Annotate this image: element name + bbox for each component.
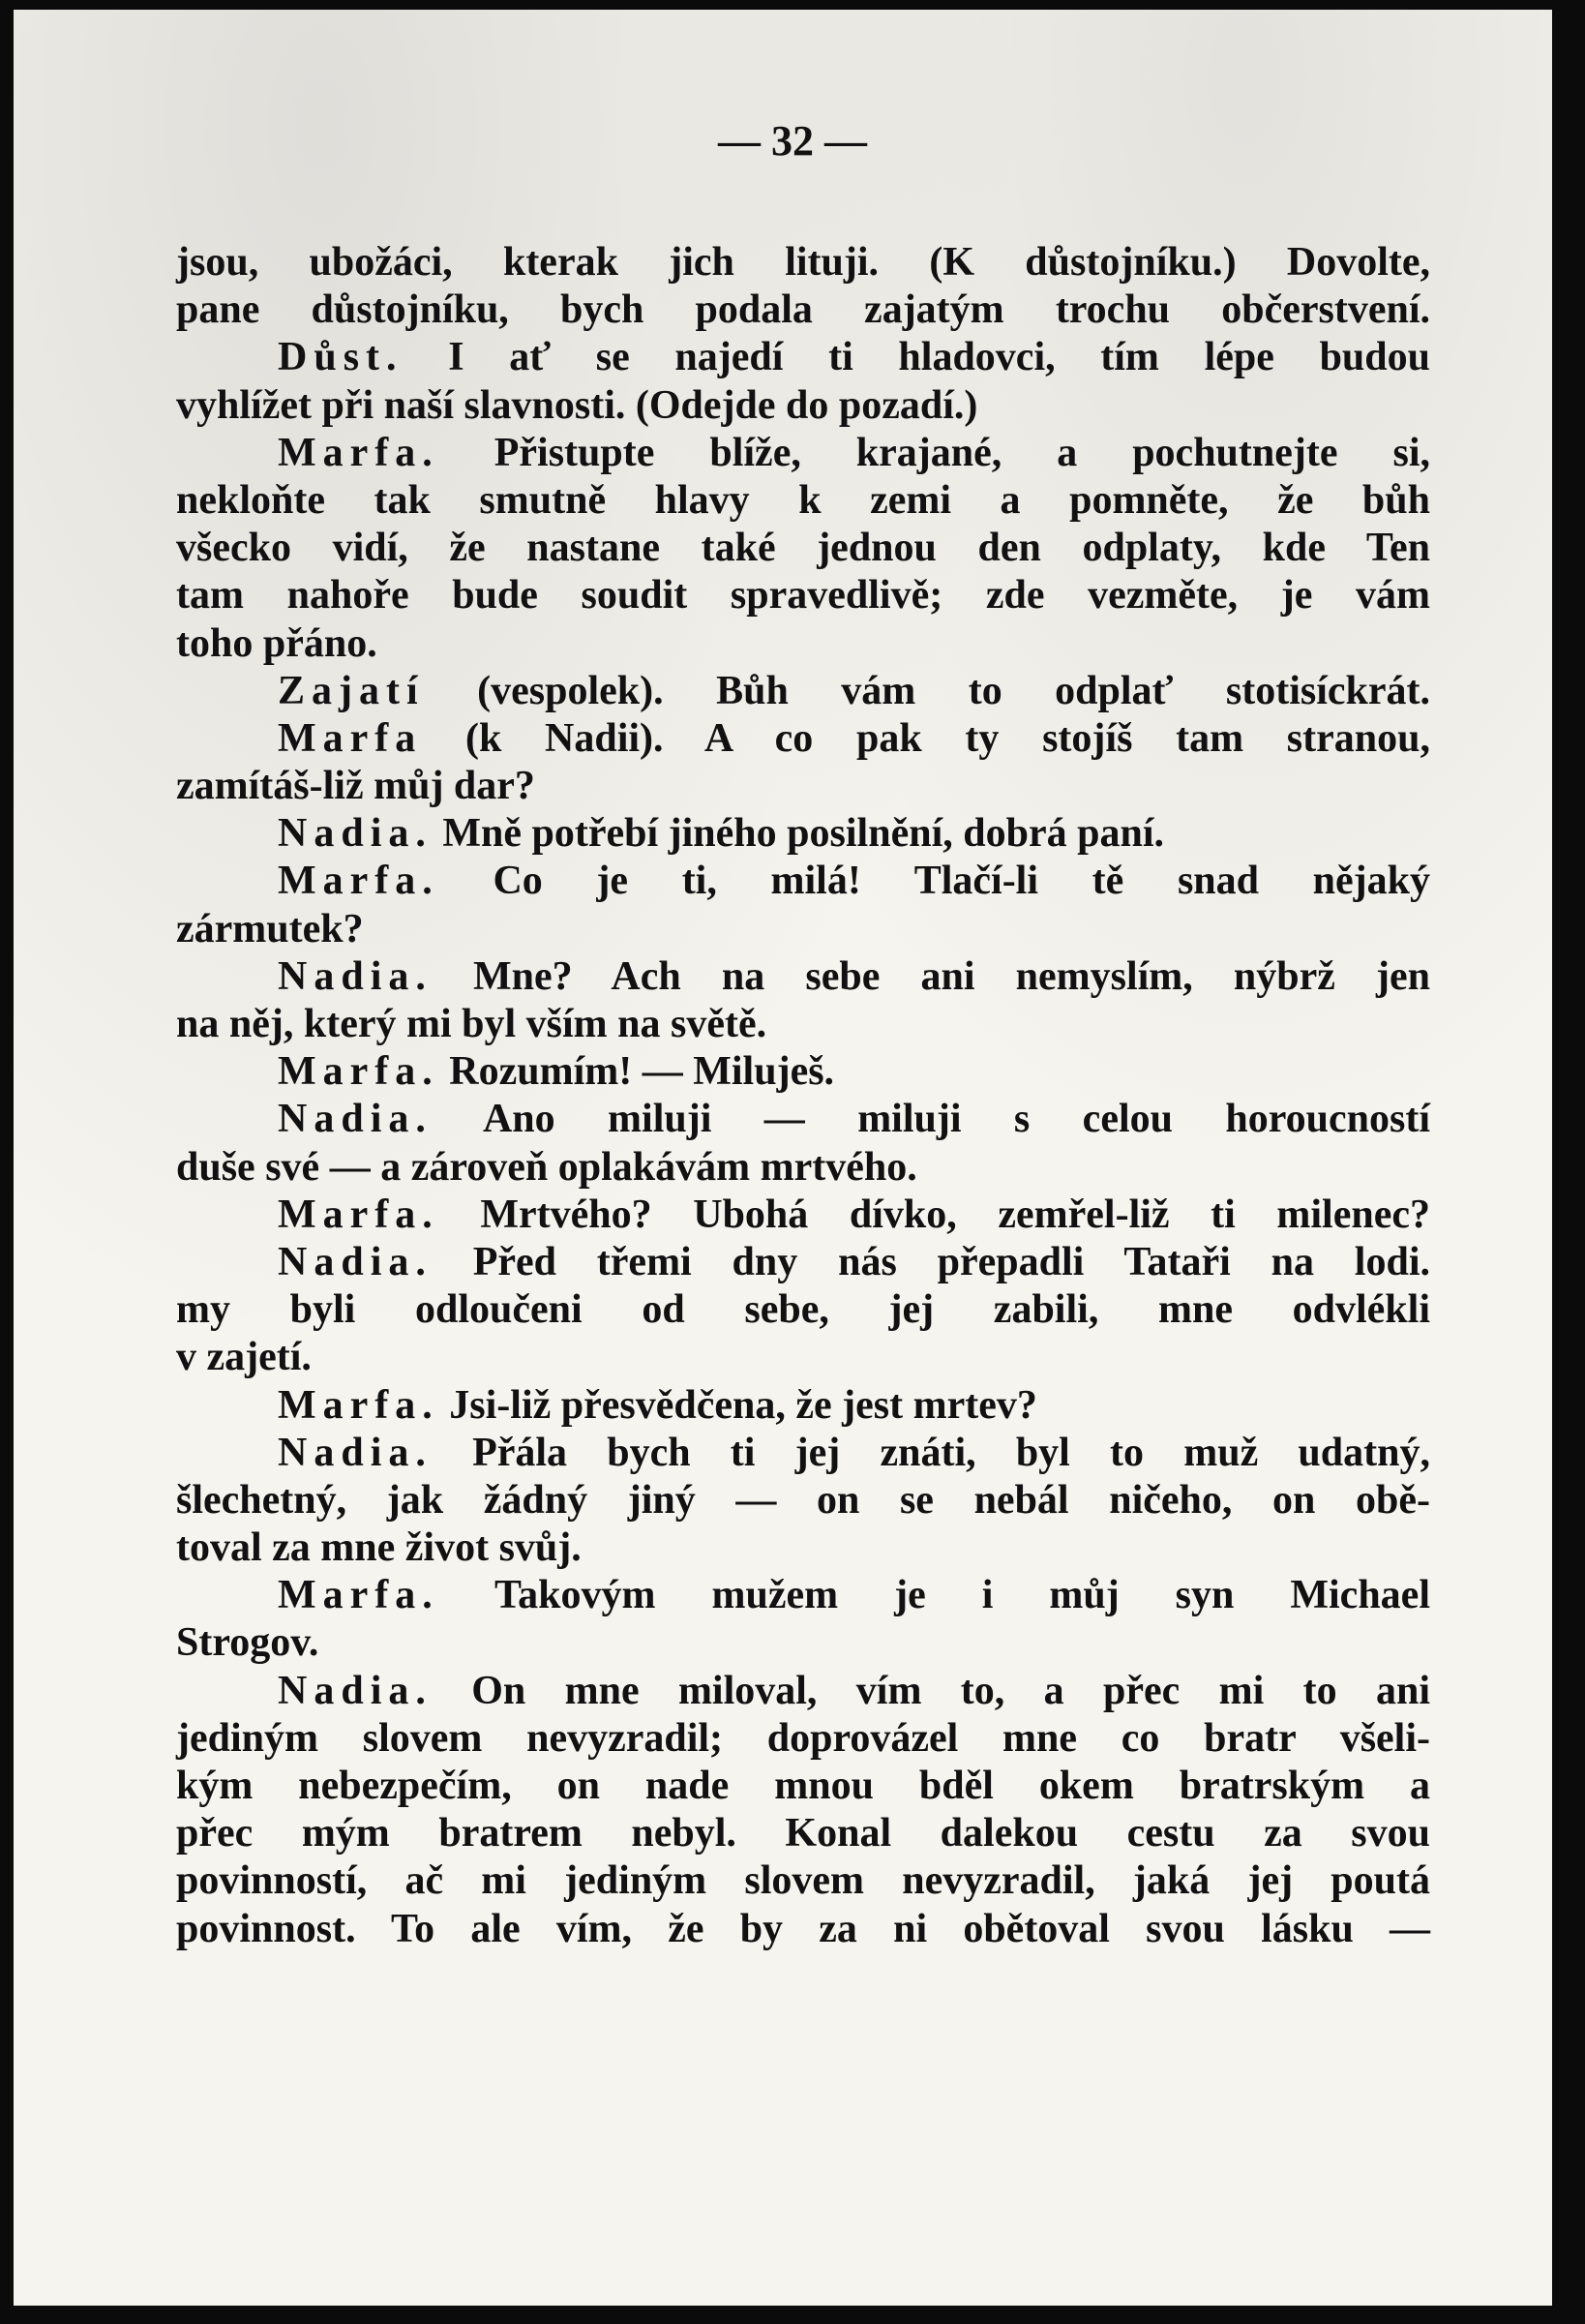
text-line bbox=[176, 382, 1430, 430]
line-text: vyhlížet při naší slavnosti. (Odejde do pozadí.) bbox=[176, 382, 978, 428]
line-text: jsou, ubožáci, kterak jich lituji. (K důstojníku.) Dovolte, bbox=[176, 240, 1430, 285]
page-number: — 32 — bbox=[718, 117, 867, 165]
line-text: kým nebezpečím, on nade mnou bděl okem bratrským a bbox=[176, 1764, 1430, 1808]
line-text: toho přáno. bbox=[176, 620, 377, 666]
text-line bbox=[176, 1763, 1430, 1810]
speaker-name: Nadia. bbox=[278, 1430, 433, 1475]
line-text: Mně potřebí jiného posilnění, dobrá paní. bbox=[442, 811, 1164, 857]
text-line bbox=[176, 906, 1430, 953]
line-text: Mne? Ach na sebe ani nemyslím, nýbrž jen bbox=[472, 953, 1431, 999]
text-line bbox=[176, 1001, 1430, 1048]
text-line bbox=[176, 1524, 1430, 1572]
speaker-name: Marfa. bbox=[278, 1573, 439, 1618]
text-line bbox=[176, 1810, 1430, 1857]
line-text: povinnost. To ale vím, že by za ni obětoval svou lásku — bbox=[176, 1906, 1430, 1951]
text-line bbox=[176, 1048, 1430, 1096]
text-line bbox=[176, 810, 1430, 858]
text-line bbox=[176, 1192, 1430, 1239]
text-line bbox=[176, 763, 1430, 810]
text-line bbox=[176, 239, 1430, 287]
line-text: šlechetný, jak žádný jiný — on se nebál ničeho, on obě- bbox=[176, 1477, 1430, 1523]
line-text: povinností, ač mi jediným slovem nevyzradil, jaká jej poutá bbox=[176, 1858, 1430, 1904]
speaker-name: Nadia. bbox=[278, 1668, 433, 1713]
speaker-name: Marfa bbox=[278, 715, 423, 761]
line-text: Přála bych ti jej znáti, byl to muž udatný, bbox=[472, 1430, 1430, 1475]
text-line bbox=[176, 1619, 1430, 1667]
speaker-name: Marfa. bbox=[278, 430, 439, 475]
line-text: tam nahoře bude soudit spravedlivě; zde vezměte, je vám bbox=[176, 573, 1430, 619]
speaker-name: Důst. bbox=[278, 335, 404, 380]
text-line bbox=[176, 1096, 1430, 1143]
line-text: zármutek? bbox=[176, 906, 364, 951]
line-text: (vespolek). Bůh vám to odplať stotisíckrát. bbox=[477, 668, 1431, 713]
text-line bbox=[176, 1334, 1430, 1381]
line-text: přec mým bratrem nebyl. Konal dalekou cestu za svou bbox=[176, 1811, 1430, 1856]
speaker-name: Marfa. bbox=[278, 1049, 439, 1095]
text-line bbox=[176, 953, 1430, 1001]
body-text bbox=[176, 239, 1430, 1953]
speaker-name: Nadia. bbox=[278, 953, 433, 999]
text-line bbox=[176, 477, 1430, 525]
line-text: On mne miloval, vím to, a přec mi to ani bbox=[471, 1668, 1430, 1713]
text-line bbox=[176, 1286, 1430, 1334]
line-text: zamítáš-liž můj dar? bbox=[176, 764, 535, 809]
text-line bbox=[176, 430, 1430, 477]
line-text: toval za mne život svůj. bbox=[176, 1525, 582, 1571]
line-text: I ať se najedí ti hladovci, tím lépe budou bbox=[448, 335, 1431, 380]
text-line bbox=[176, 1715, 1430, 1763]
speaker-name: Nadia. bbox=[278, 811, 433, 857]
speaker-name: Marfa. bbox=[278, 1192, 439, 1237]
line-text: Přistupte blíže, krajané, a pochutnejte si, bbox=[493, 430, 1430, 475]
text-line bbox=[176, 1668, 1430, 1715]
line-text: my byli odloučeni od sebe, jej zabili, mne odvlékli bbox=[176, 1287, 1430, 1333]
text-line bbox=[176, 715, 1430, 763]
speaker-name: Zajatí bbox=[278, 668, 425, 713]
text-line bbox=[176, 287, 1430, 334]
line-text: Jsi-liž přesvědčena, že jest mrtev? bbox=[449, 1382, 1037, 1428]
text-line bbox=[176, 334, 1430, 381]
text-line bbox=[176, 572, 1430, 619]
text-line bbox=[176, 620, 1430, 668]
text-line bbox=[176, 1906, 1430, 1953]
text-line bbox=[176, 525, 1430, 572]
line-text: Rozumím! — Miluješ. bbox=[449, 1049, 835, 1095]
text-line bbox=[176, 1572, 1430, 1619]
text-line bbox=[176, 858, 1430, 905]
speaker-name: Marfa. bbox=[278, 859, 439, 904]
speaker-name: Nadia. bbox=[278, 1239, 433, 1284]
text-line bbox=[176, 1857, 1430, 1905]
line-text: (k Nadii). A co pak ty stojíš tam stranou, bbox=[464, 715, 1430, 761]
line-text: jediným slovem nevyzradil; doprovázel mne co bratr všeli- bbox=[176, 1715, 1430, 1761]
line-text: na něj, který mi byl vším na světě. bbox=[176, 1002, 767, 1046]
line-text: pane důstojníku, bych podala zajatým trochu občerstvení. bbox=[176, 287, 1430, 333]
line-text: nekloňte tak smutně hlavy k zemi a pomněte, že bůh bbox=[176, 477, 1430, 523]
text-line bbox=[176, 1144, 1430, 1192]
line-text: Strogov. bbox=[176, 1620, 319, 1666]
line-text: Co je ti, milá! Tlačí-li tě snad nějaký bbox=[493, 859, 1430, 904]
text-line bbox=[176, 1477, 1430, 1524]
line-text: Před třemi dny nás přepadli Tataři na lodi. bbox=[472, 1239, 1431, 1284]
line-text: Mrtvého? Ubohá dívko, zemřel-liž ti milenec? bbox=[480, 1192, 1430, 1237]
text-line bbox=[176, 1239, 1430, 1286]
line-text: duše své — a zároveň oplakávám mrtvého. bbox=[176, 1144, 917, 1190]
line-text: Ano miluji — miluji s celou horoucností bbox=[482, 1097, 1430, 1142]
line-text: Takovým mužem je i můj syn Michael bbox=[494, 1573, 1430, 1618]
line-text: všecko vidí, že nastane také jednou den odplaty, kde Ten bbox=[176, 526, 1430, 571]
text-line bbox=[176, 1382, 1430, 1430]
line-text: v zajetí. bbox=[176, 1335, 312, 1380]
text-line bbox=[176, 1430, 1430, 1477]
speaker-name: Marfa. bbox=[278, 1382, 439, 1428]
text-line bbox=[176, 668, 1430, 715]
speaker-name: Nadia. bbox=[278, 1097, 433, 1142]
